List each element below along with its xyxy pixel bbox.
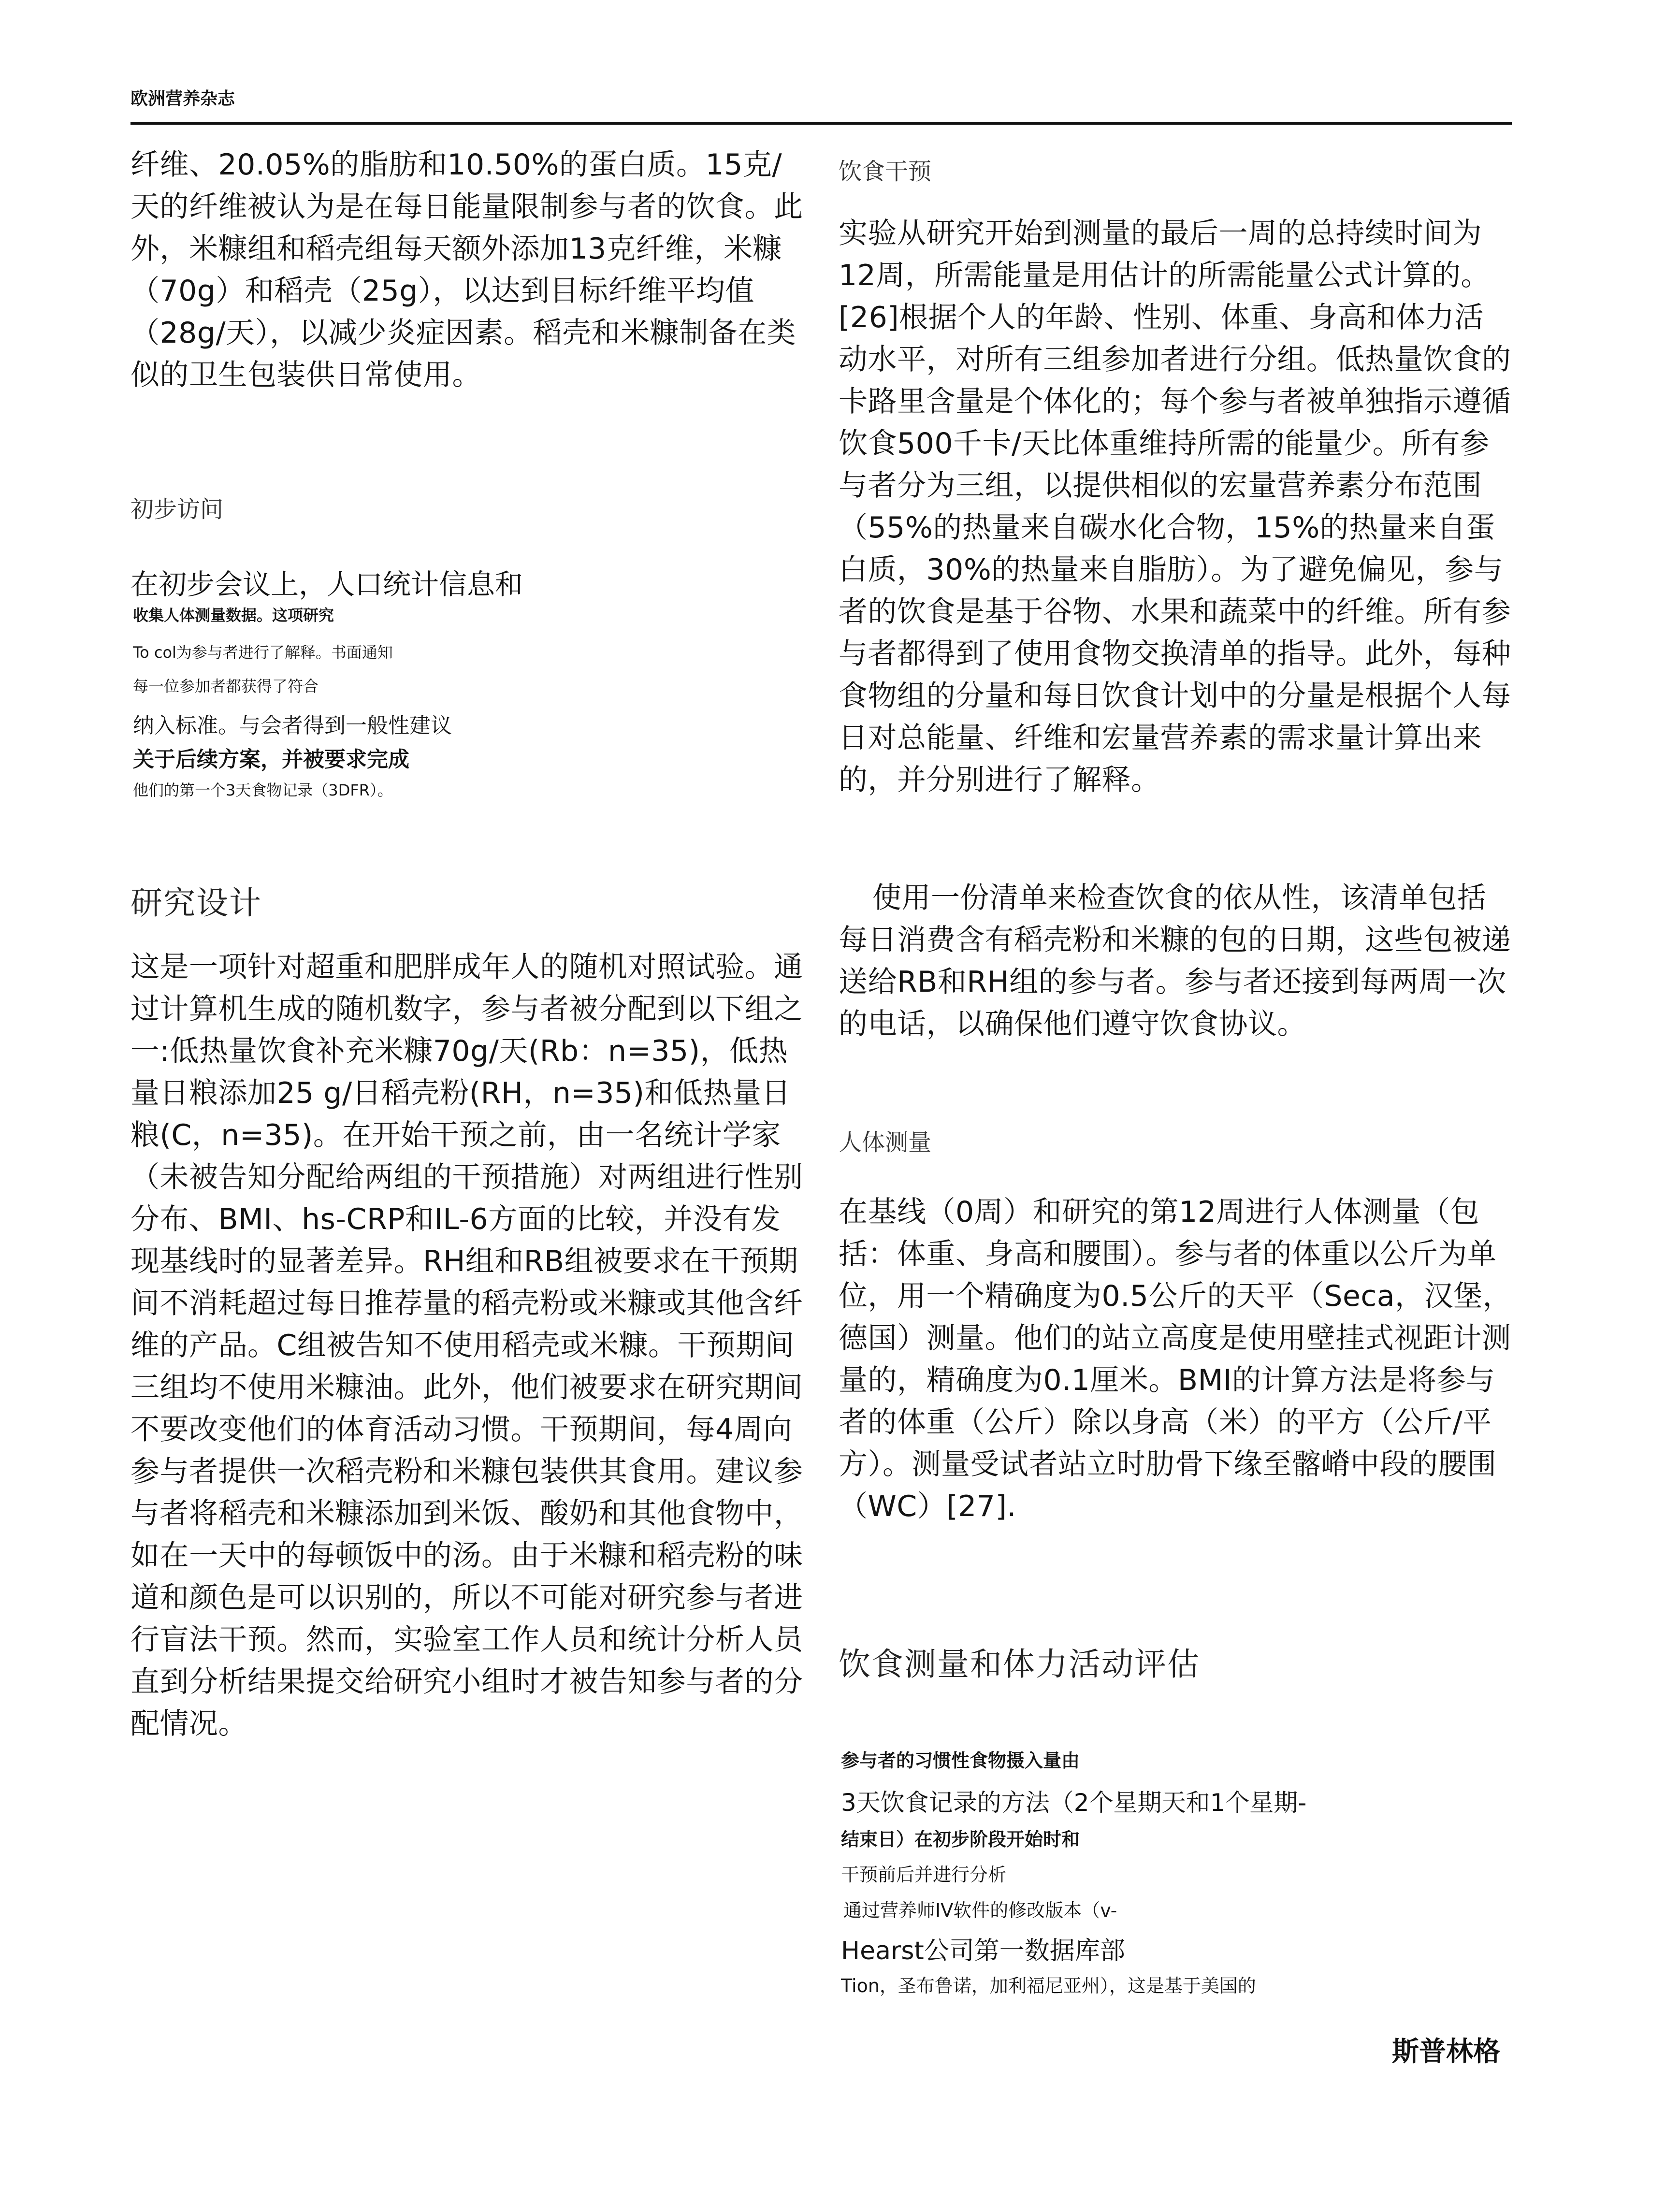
heading-diet-intervention: 饮食干预: [839, 158, 932, 185]
heading-study-design: 研究设计: [130, 884, 262, 922]
heading-initial-visit: 初步访问: [130, 496, 224, 523]
header-rule: [130, 122, 1512, 125]
initial-visit-line-1: 在初步会议上，人口统计信息和: [130, 568, 523, 601]
initial-visit-line-6: 关于后续方案，并被要求完成: [133, 747, 409, 772]
diet-activity-line-2: 3天饮食记录的方法（2个星期天和1个星期-: [841, 1789, 1307, 1817]
publisher-logo-text: 斯普林格: [1392, 2036, 1500, 2067]
diet-activity-line-4: 干预前后并进行分析: [841, 1864, 1007, 1885]
initial-visit-line-7: 他们的第一个3天食物记录（3DFR）。: [133, 781, 393, 799]
diet-activity-line-6: Hearst公司第一数据库部: [841, 1937, 1125, 1966]
initial-visit-line-5: 纳入标准。与会者得到一般性建议: [133, 713, 452, 738]
study-design-paragraph: 这是一项针对超重和肥胖成年人的随机对照试验。通过计算机生成的随机数字，参与者被分配到以下组之一:低热量饮食补充米糠70g/天(Rb：n=35)，低热量日粮添加25 g/日稻壳粉(RH，n=35)和低热量日粮(C，n=35)。在开始干预之前，由一名统计学家（未被告知分配给两组的干预措施）对两组进行性别分布、BMI、hs-CRP和IL-6方面的比较，并没有发现基线时的显著差异。RH组和RB组被要求在干预期间不消耗超过每日推荐量的稻壳粉或米糠或其他含纤维的产品。C组被告知不使用稻壳或米糠。干预期间三组均不使用米糠油。此外，他们被要求在研究期间不要改变他们的体育活动习惯。干预期间，每4周向参与者提供一次稻壳粉和米糠包装供其食用。建议参与者将稻壳和米糠添加到米饭、酸奶和其他食物中，如在一天中的每顿饭中的汤。由于米糠和稻壳粉的味道和颜色是可以识别的，所以不可能对研究参与者进行盲法干预。然而，实验室工作人员和统计分析人员直到分析结果提交给研究小组时才被告知参与者的分配情况。: [130, 950, 803, 1741]
compliance-paragraph: 使用一份清单来检查饮食的依从性，该清单包括每日消费含有稻壳粉和米糠的包的日期，这些包被递送给RB和RH组的参与者。参与者还接到每两周一次的电话，以确保他们遵守饮食协议。: [839, 881, 1511, 1041]
journal-name: 欧洲营养杂志: [130, 89, 235, 109]
diet-activity-line-7: Tion，圣布鲁诺，加利福尼亚州），这是基于美国的: [841, 1975, 1256, 1996]
heading-diet-activity: 饮食测量和体力活动评估: [839, 1646, 1200, 1683]
diet-activity-line-1: 参与者的习惯性食物摄入量由: [841, 1750, 1080, 1771]
diet-activity-line-5: 通过营养师IV软件的修改版本（v-: [843, 1900, 1117, 1921]
initial-visit-line-2: 收集人体测量数据。这项研究: [133, 606, 334, 624]
initial-visit-line-3: To col为参与者进行了解释。书面通知: [133, 643, 393, 662]
diet-intervention-paragraph: 实验从研究开始到测量的最后一周的总持续时间为12周，所需能量是用估计的所需能量公式计算的。[26]根据个人的年龄、性别、体重、身高和体力活动水平，对所有三组参加者进行分组。低热量饮食的卡路里含量是个体化的；每个参与者被单独指示遵循饮食500千卡/天比体重维持所需的能量少。所有参与者分为三组，以提供相似的宏量营养素分布范围（55%的热量来自碳水化合物，15%的热量来自蛋白质，30%的热量来自脂肪）。为了避免偏见，参与者的饮食是基于谷物、水果和蔬菜中的纤维。所有参与者都得到了使用食物交换清单的指导。此外，每种食物组的分量和每日饮食计划中的分量是根据个人每日对总能量、纤维和宏量营养素的需求量计算出来的，并分别进行了解释。: [839, 217, 1511, 797]
diet-activity-line-3: 结束日）在初步阶段开始时和: [841, 1829, 1080, 1850]
anthropometry-paragraph: 在基线（0周）和研究的第12周进行人体测量（包括：体重、身高和腰围）。参与者的体重以公斤为单位，用一个精确度为0.5公斤的天平（Seca，汉堡，德国）测量。他们的站立高度是使用壁挂式视距计测量的，精确度为0.1厘米。BMI的计算方法是将参与者的体重（公斤）除以身高（米）的平方（公斤/平方）。测量受试者站立时肋骨下缘至髂嵴中段的腰围（WC）[27].: [839, 1195, 1512, 1523]
intro-paragraph: 纤维、20.05%的脂肪和10.50%的蛋白质。15克/天的纤维被认为是在每日能量限制参与者的饮食。此外，米糠组和稻壳组每天额外添加13克纤维，米糠（70g）和稻壳（25g），以达到目标纤维平均值（28g/天），以减少炎症因素。稻壳和米糠制备在类似的卫生包装供日常使用。: [130, 148, 803, 392]
heading-anthropometry: 人体测量: [839, 1129, 932, 1156]
initial-visit-line-4: 每一位参加者都获得了符合: [133, 677, 319, 695]
